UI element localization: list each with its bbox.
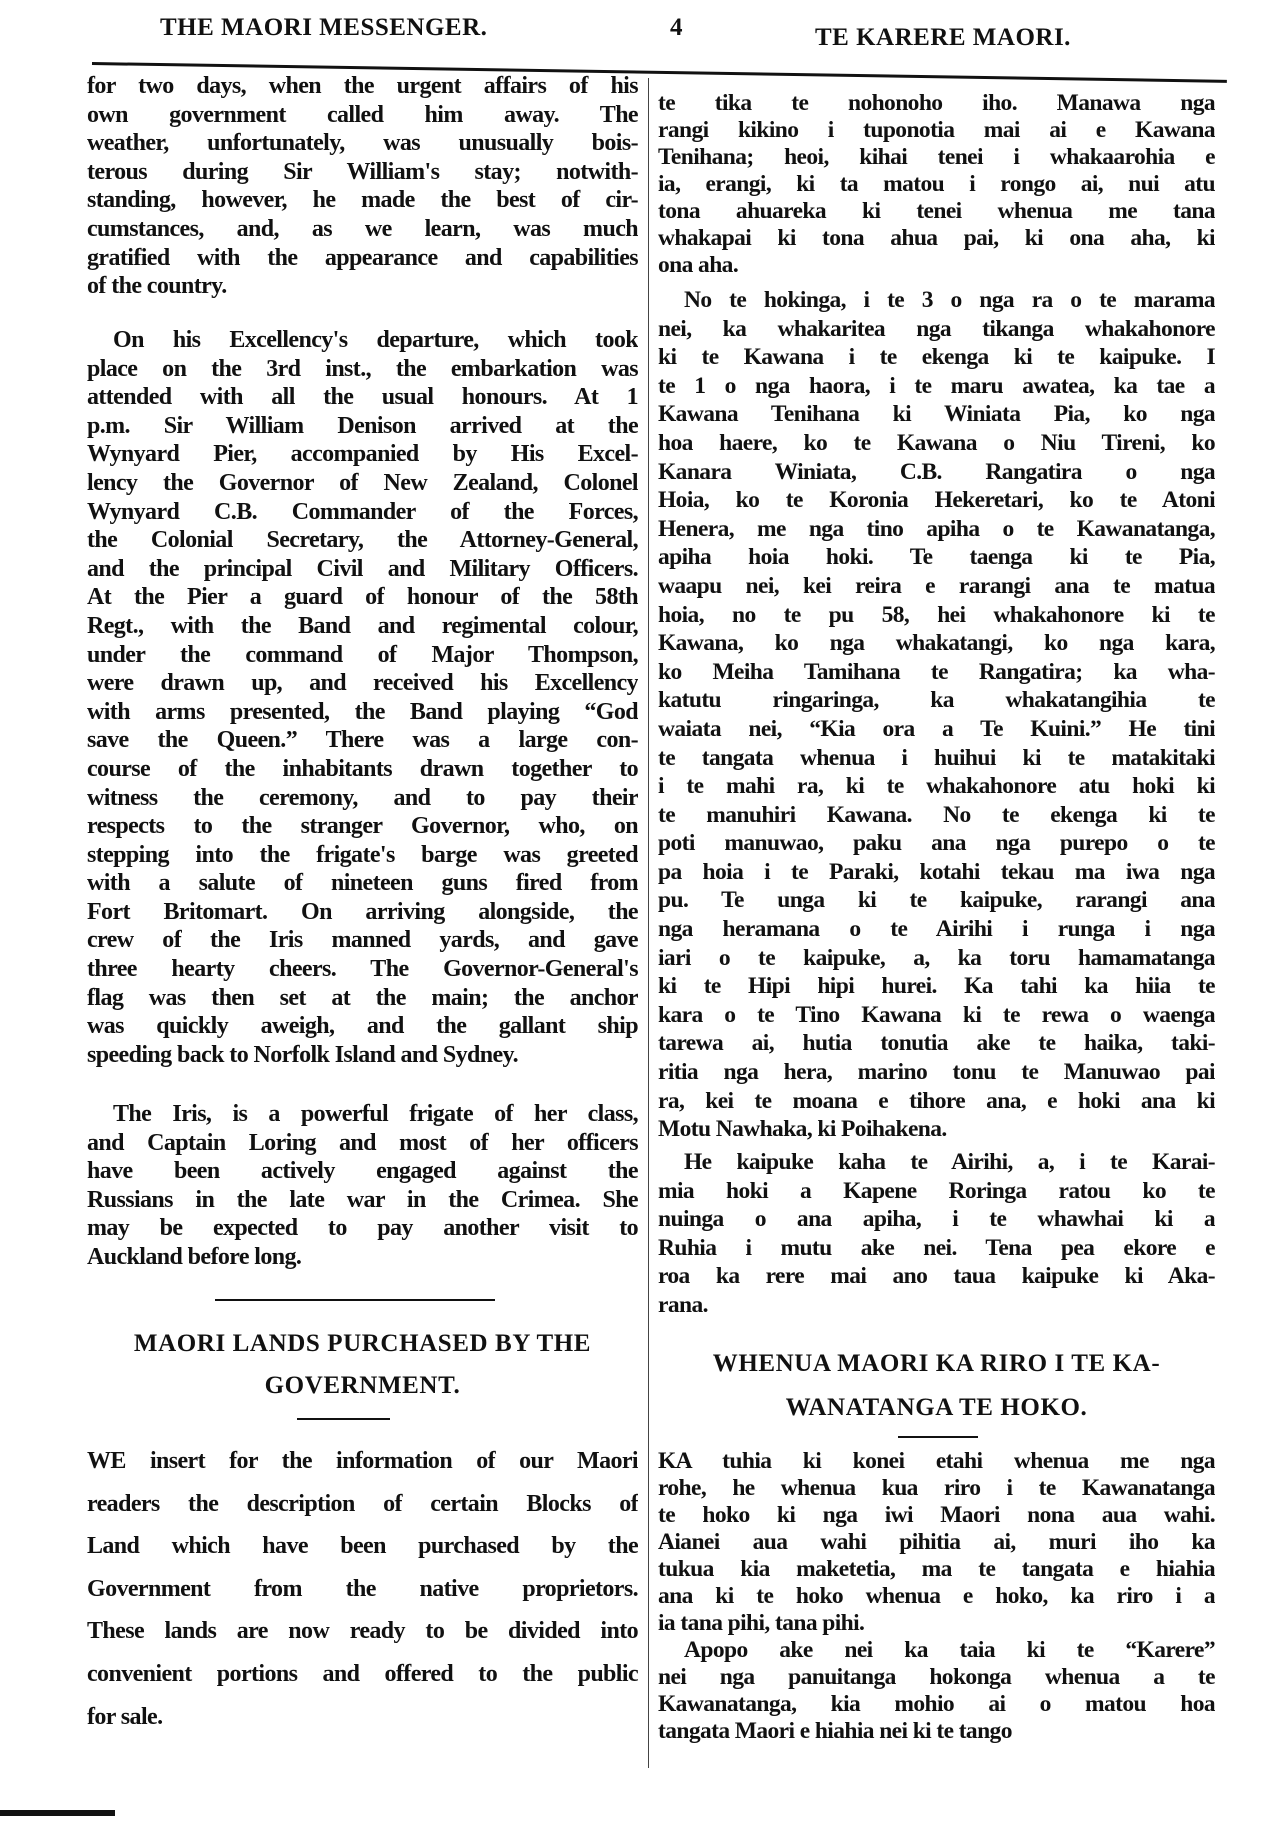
text-line: Hoia, ko te Koronia Hekeretari, ko te Atoni [658, 487, 1215, 514]
text-line: apiha hoia hoki. Te taenga ki te Pia, [658, 544, 1215, 571]
text-line: i te mahi ra, ki te whakahonore atu hoki ki [658, 773, 1215, 800]
text-line: own government called him away. The [87, 101, 638, 128]
text-line: Henera, me nga tino apiha o te Kawanatanga, [658, 515, 1215, 542]
text-line: for sale. [87, 1703, 163, 1730]
text-line: lency the Governor of New Zealand, Colonel [87, 469, 638, 496]
text-line: ko Meiha Tamihana te Rangatira; ka wha- [658, 658, 1215, 685]
text-line: He kaipuke kaha te Airihi, a, i te Karai- [684, 1149, 1215, 1175]
text-line: ia, erangi, ki ta matou i rongo ai, nui atu [658, 171, 1215, 197]
text-line: Aianei aua wahi pihitia ai, muri iho ka [658, 1529, 1215, 1555]
text-line: te manuhiri Kawana. No te ekenga ki te [658, 801, 1215, 828]
text-line: may be expected to pay another visit to [87, 1215, 638, 1242]
text-line: was quickly aweigh, and the gallant ship [87, 1013, 638, 1040]
text-line: cumstances, and, as we learn, was much [87, 215, 638, 242]
heading-rule [297, 1418, 390, 1420]
text-line: Auckland before long. [87, 1243, 302, 1270]
text-line: witness the ceremony, and to pay their [87, 784, 638, 811]
text-line: rangi kikino i tuponotia mai ai e Kawana [658, 117, 1215, 143]
right-column [658, 0, 1215, 1821]
section-heading: WHENUA MAORI KA RIRO I TE KA- [712, 1350, 1161, 1377]
article-paragraph [87, 1100, 638, 1272]
text-line: Fort Britomart. On arriving alongside, the [87, 898, 638, 925]
text-line: have been actively engaged against the [87, 1158, 638, 1185]
text-line: tangata Maori e hiahia nei ki te tango [658, 1718, 1012, 1744]
section-heading: GOVERNMENT. [264, 1372, 461, 1399]
text-line: respects to the stranger Governor, who, on [87, 813, 638, 840]
text-line: poti manuwao, paku ana nga purepo o te [658, 830, 1215, 857]
text-line: p.m. Sir William Denison arrived at the [87, 412, 638, 439]
article-paragraph [658, 286, 1215, 1144]
text-line: Wynyard Pier, accompanied by His Excel- [87, 441, 638, 468]
text-line: place on the 3rd inst., the embarkation was [87, 355, 638, 382]
text-line: Regt., with the Band and regimental colour, [87, 612, 638, 639]
text-line: weather, unfortunately, was unusually bois- [87, 130, 638, 157]
left-column [87, 0, 638, 1821]
text-line: crew of the Iris manned yards, and gave [87, 927, 638, 954]
text-line: nuinga o ana apiha, i te whawhai ki a [658, 1206, 1215, 1233]
text-line: and Captain Loring and most of her officers [87, 1129, 638, 1156]
text-line: te tika te nohonoho iho. Manawa nga [658, 90, 1215, 116]
text-line: te tangata whenua i huihui ki te matakitaki [658, 744, 1215, 771]
article-paragraph [87, 326, 638, 1069]
text-line: Kawana, ko nga whakatangi, ko nga kara, [658, 630, 1215, 657]
section-heading: WANATANGA TE HOKO. [785, 1394, 1088, 1421]
text-line: hoia, no te pu 58, hei whakahonore ki te [658, 601, 1215, 628]
text-line: Land which have been purchased by the [87, 1533, 638, 1560]
page-edge-mark [0, 1810, 115, 1816]
text-line: under the command of Major Thompson, [87, 641, 638, 668]
text-line: Wynyard C.B. Commander of the Forces, [87, 498, 638, 525]
page-number: 4 [670, 14, 683, 41]
text-line: te hoko ki nga iwi Maori nona aua wahi. [658, 1502, 1215, 1528]
text-line: Motu Nawhaka, ki Poihakena. [658, 1116, 947, 1143]
text-line: ki te Hipi hipi hurei. Ka tahi ka hiia te [658, 973, 1215, 1000]
text-line: mia hoki a Kapene Roringa ratou ko te [658, 1177, 1215, 1204]
text-line: with arms presented, the Band playing “God [87, 698, 638, 725]
heading-rule [898, 1436, 978, 1438]
text-line: Tenihana; heoi, kihai tenei i whakaarohia e [658, 144, 1215, 170]
text-line: iari o te kaipuke, a, ka toru hamamatanga [658, 944, 1215, 971]
text-line: were drawn up, and received his Excellency [87, 670, 638, 697]
section-rule [215, 1299, 495, 1301]
article-paragraph [658, 1448, 1215, 1637]
text-line: speeding back to Norfolk Island and Sydney. [87, 1041, 518, 1068]
text-line: ana ki te hoko whenua e hoko, ka riro i a [658, 1583, 1215, 1609]
text-line: gratified with the appearance and capabilities [87, 244, 638, 271]
text-line: kara o te Tino Kawana ki te rewa o waenga [658, 1001, 1215, 1028]
text-line: attended with all the usual honours. At 1 [87, 384, 638, 411]
text-line: tona ahuareka ki tenei whenua me tana [658, 198, 1215, 224]
column-divider [648, 78, 649, 1768]
text-line: katutu ringaringa, ka whakatangihia te [658, 687, 1215, 714]
text-line: rohe, he whenua kua riro i te Kawanatanga [658, 1475, 1215, 1501]
text-line: pa hoia i te Paraki, kotahi tekau ma iwa nga [658, 858, 1215, 885]
text-line: These lands are now ready to be divided into [87, 1618, 638, 1645]
text-line: ki te Kawana i te ekenga ki te kaipuke. I [658, 344, 1215, 371]
text-line: standing, however, he made the best of cir- [87, 187, 638, 214]
text-line: roa ka rere mai ano taua kaipuke ki Aka- [658, 1263, 1215, 1290]
text-line: tukua kia maketetia, ma te tangata e hiahia [658, 1556, 1215, 1582]
text-line: nei, ka whakaritea nga tikanga whakahonore [658, 315, 1215, 342]
text-line: for two days, when the urgent affairs of his [87, 73, 638, 99]
text-line: pu. Te unga ki te kaipuke, rarangi ana [658, 887, 1215, 914]
text-line: Government from the native proprietors. [87, 1575, 638, 1602]
text-line: Kanara Winiata, C.B. Rangatira o nga [658, 458, 1215, 485]
text-line: readers the description of certain Blocks of [87, 1490, 638, 1517]
article-paragraph [87, 1440, 638, 1738]
text-line: of the country. [87, 273, 227, 300]
text-line: stepping into the frigate's barge was greeted [87, 841, 638, 868]
text-line: ona aha. [658, 252, 739, 278]
text-line: te 1 o nga haora, i te maru awatea, ka tae a [658, 372, 1215, 399]
text-line: WE insert for the information of our Maori [87, 1448, 638, 1474]
article-paragraph [658, 1148, 1215, 1320]
text-line: whakapai ki tona ahua pai, ki ona aha, ki [658, 225, 1215, 251]
text-line: the Colonial Secretary, the Attorney-General, [87, 527, 638, 554]
text-line: with a salute of nineteen guns fired from [87, 870, 638, 897]
text-line: Kawanatanga, kia mohio ai o matou hoa [658, 1691, 1215, 1717]
article-paragraph [658, 1637, 1215, 1745]
article-paragraph [87, 72, 638, 301]
section-heading: MAORI LANDS PURCHASED BY THE [133, 1330, 592, 1357]
text-line: ia tana pihi, tana pihi. [658, 1610, 865, 1636]
text-line: Kawana Tenihana ki Winiata Pia, ko nga [658, 401, 1215, 428]
text-line: hoa haere, ko te Kawana o Niu Tireni, ko [658, 429, 1215, 456]
article-paragraph [658, 90, 1215, 279]
text-line: At the Pier a guard of honour of the 58th [87, 584, 638, 611]
text-line: KA tuhia ki konei etahi whenua me nga [658, 1448, 1215, 1474]
text-line: tarewa ai, hutia tonutia ake te haika, taki- [658, 1030, 1215, 1057]
text-line: and the principal Civil and Military Officers. [87, 555, 638, 582]
text-line: waapu nei, kei reira e rarangi ana te matua [658, 572, 1215, 599]
text-line: No te hokinga, i te 3 o nga ra o te marama [684, 287, 1215, 313]
text-line: terous during Sir William's stay; notwith- [87, 158, 638, 185]
text-line: flag was then set at the main; the anchor [87, 984, 638, 1011]
text-line: Ruhia i mutu ake nei. Tena pea ekore e [658, 1234, 1215, 1261]
text-line: save the Queen.” There was a large con- [87, 727, 638, 754]
text-line: Russians in the late war in the Crimea. She [87, 1186, 638, 1213]
text-line: nei nga panuitanga hokonga whenua a te [658, 1664, 1215, 1690]
text-line: waiata nei, “Kia ora a Te Kuini.” He tini [658, 715, 1215, 742]
text-line: Apopo ake nei ka taia ki te “Karere” [684, 1637, 1215, 1663]
text-line: The Iris, is a powerful frigate of her class, [113, 1101, 638, 1127]
text-line: nga heramana o te Airihi i runga i nga [658, 916, 1215, 943]
text-line: ritia nga hera, marino tonu te Manuwao pai [658, 1059, 1215, 1086]
text-line: convenient portions and offered to the public [87, 1660, 638, 1687]
text-line: three hearty cheers. The Governor-General's [87, 956, 638, 983]
masthead-maori: TE KARERE MAORI. [815, 24, 1071, 51]
text-line: ra, kei te moana e tihore ana, e hoki ana ki [658, 1087, 1215, 1114]
text-line: rana. [658, 1291, 708, 1318]
text-line: On his Excellency's departure, which took [113, 327, 638, 353]
masthead-english: THE MAORI MESSENGER. [160, 14, 488, 41]
text-line: course of the inhabitants drawn together to [87, 755, 638, 782]
